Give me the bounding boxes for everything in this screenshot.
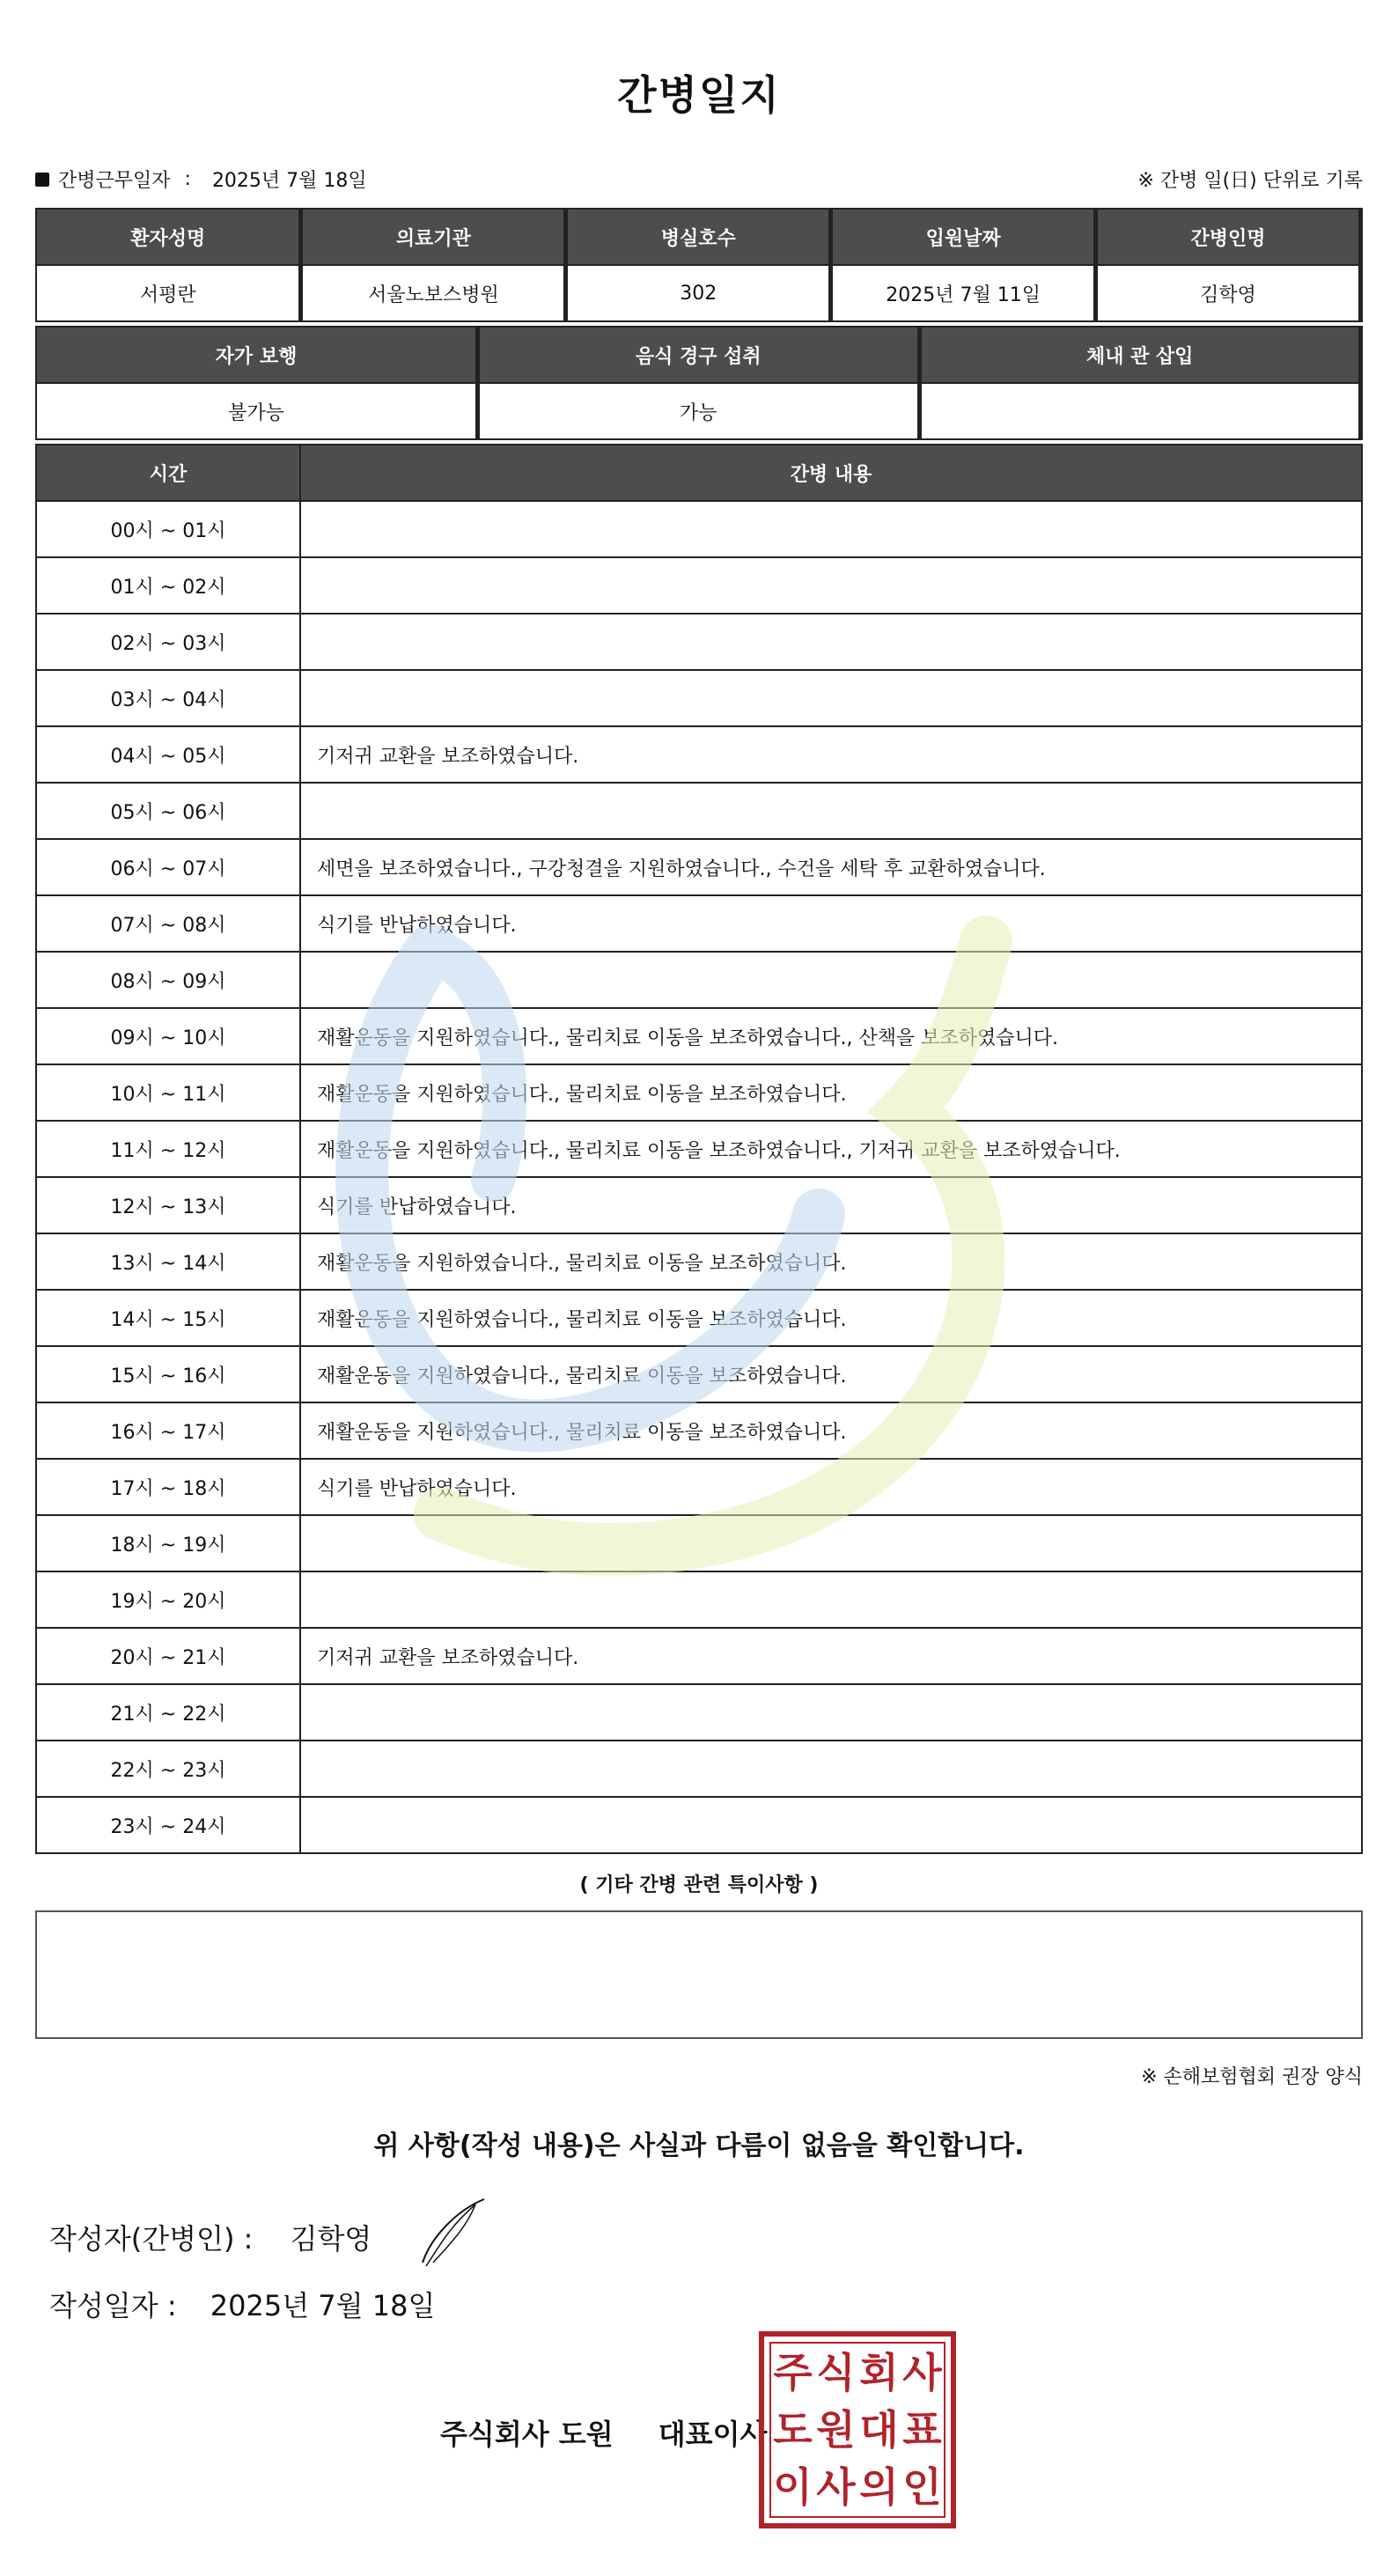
care-log-header-row <box>36 445 1362 501</box>
care-log-row <box>36 501 1362 557</box>
care-log-row <box>36 1515 1362 1571</box>
care-log-row <box>36 1571 1362 1628</box>
time-slot: 08시 ~ 09시 <box>36 952 300 1008</box>
care-content[interactable] <box>300 557 1362 614</box>
care-content[interactable] <box>300 670 1362 726</box>
time-slot: 07시 ~ 08시 <box>36 895 300 952</box>
care-content[interactable]: 재활운동을 지원하였습니다., 물리치료 이동을 보조하였습니다., 산책을 보조하였습니다. <box>300 1008 1362 1064</box>
care-content[interactable]: 재활운동을 지원하였습니다., 물리치료 이동을 보조하였습니다. <box>300 1290 1362 1346</box>
care-log-row <box>36 670 1362 726</box>
content-header: 간병 내용 <box>300 445 1362 501</box>
time-slot: 22시 ~ 23시 <box>36 1741 300 1797</box>
care-log-row <box>36 614 1362 670</box>
seal-character: 대 <box>859 2405 899 2454</box>
time-slot: 16시 ~ 17시 <box>36 1402 300 1459</box>
seal-character: 식 <box>816 2348 856 2396</box>
document-title: 간병일지 <box>617 71 781 119</box>
caregiver-name: 김학영 <box>1096 265 1361 321</box>
care-log-row <box>36 1346 1362 1402</box>
time-slot: 13시 ~ 14시 <box>36 1233 300 1290</box>
time-slot: 04시 ~ 05시 <box>36 726 300 783</box>
care-log-table <box>35 444 1363 1854</box>
care-content[interactable]: 세면을 보조하였습니다., 구강청결을 지원하였습니다., 수건을 세탁 후 교환하였습니다. <box>300 839 1362 895</box>
time-slot: 19시 ~ 20시 <box>36 1571 300 1628</box>
written-date-value: 2025년 7월 18일 <box>210 2289 436 2322</box>
seal-character: 사 <box>902 2348 942 2396</box>
time-slot: 12시 ~ 13시 <box>36 1177 300 1233</box>
care-log-row <box>36 1064 1362 1121</box>
patient-info-value-row <box>36 265 1361 321</box>
care-status-value-row <box>36 383 1361 439</box>
notes-title: ( 기타 간병 관련 특이사항 ) <box>579 1874 819 1896</box>
work-date <box>35 166 367 193</box>
time-slot: 14시 ~ 15시 <box>36 1290 300 1346</box>
care-content[interactable] <box>300 1684 1362 1741</box>
care-content[interactable]: 기저귀 교환을 보조하였습니다. <box>300 726 1362 783</box>
care-content[interactable] <box>300 783 1362 839</box>
care-content[interactable]: 재활운동을 지원하였습니다., 물리치료 이동을 보조하였습니다. <box>300 1064 1362 1121</box>
seal-character: 표 <box>902 2405 942 2454</box>
care-content[interactable]: 재활운동을 지원하였습니다., 물리치료 이동을 보조하였습니다. <box>300 1402 1362 1459</box>
time-slot: 03시 ~ 04시 <box>36 670 300 726</box>
care-log-row <box>36 1459 1362 1515</box>
care-content[interactable]: 식기를 반납하였습니다. <box>300 895 1362 952</box>
tube-insertion-header: 체내 관 삽입 <box>919 327 1361 383</box>
caregiver-name-header: 간병인명 <box>1096 209 1361 265</box>
seal-character: 인 <box>902 2463 942 2512</box>
care-content[interactable] <box>300 1515 1362 1571</box>
seal-character: 원 <box>816 2405 856 2454</box>
care-log-row <box>36 952 1362 1008</box>
room-number: 302 <box>566 265 831 321</box>
care-log-row <box>36 1797 1362 1853</box>
time-slot: 17시 ~ 18시 <box>36 1459 300 1515</box>
care-log-row <box>36 1177 1362 1233</box>
seal-character: 회 <box>859 2348 899 2396</box>
care-content[interactable]: 식기를 반납하였습니다. <box>300 1459 1362 1515</box>
care-log-body <box>36 501 1362 1853</box>
meta-row <box>35 166 1363 192</box>
care-log-row <box>36 726 1362 783</box>
bullet-square-icon <box>35 173 49 187</box>
care-status-header-row <box>36 327 1361 383</box>
time-slot: 15시 ~ 16시 <box>36 1346 300 1402</box>
time-slot: 18시 ~ 19시 <box>36 1515 300 1571</box>
admission-date: 2025년 7월 11일 <box>831 265 1096 321</box>
time-slot: 02시 ~ 03시 <box>36 614 300 670</box>
written-date-line <box>49 2284 435 2324</box>
time-slot: 23시 ~ 24시 <box>36 1797 300 1853</box>
writer-line <box>49 2217 372 2257</box>
care-log-row <box>36 1684 1362 1741</box>
time-slot: 11시 ~ 12시 <box>36 1121 300 1177</box>
care-log-row <box>36 557 1362 614</box>
care-content[interactable] <box>300 952 1362 1008</box>
work-date-label: 간병근무일자 <box>58 170 171 192</box>
care-content[interactable] <box>300 614 1362 670</box>
unit-note: ※ 간병 일(日) 단위로 기록 <box>1137 170 1363 192</box>
care-log-row <box>36 1402 1362 1459</box>
confirmation-statement: 위 사항(작성 내용)은 사실과 다름이 없음을 확인합니다. <box>373 2131 1025 2161</box>
care-log-row <box>36 1628 1362 1684</box>
admission-date-header: 입원날짜 <box>831 209 1096 265</box>
oral-intake-header: 음식 경구 섭취 <box>478 327 920 383</box>
care-log-row <box>36 1290 1362 1346</box>
care-status-table <box>35 326 1363 440</box>
time-slot: 10시 ~ 11시 <box>36 1064 300 1121</box>
time-slot: 21시 ~ 22시 <box>36 1684 300 1741</box>
tube-insertion-value <box>919 383 1361 439</box>
self-walking-header: 자가 보행 <box>36 327 478 383</box>
company-seal <box>759 2331 956 2528</box>
company-rep-title: 대표이사 <box>658 2418 768 2451</box>
oral-intake-value: 가능 <box>478 383 920 439</box>
care-content[interactable]: 재활운동을 지원하였습니다., 물리치료 이동을 보조하였습니다., 기저귀 교환을 보조하였습니다. <box>300 1121 1362 1177</box>
time-slot: 09시 ~ 10시 <box>36 1008 300 1064</box>
room-header: 병실호수 <box>566 209 831 265</box>
seal-character: 도 <box>773 2405 813 2454</box>
patient-name-header: 환자성명 <box>36 209 301 265</box>
seal-character: 의 <box>859 2463 899 2512</box>
hospital-name: 서울노보스병원 <box>301 265 566 321</box>
care-content[interactable] <box>300 1571 1362 1628</box>
care-content[interactable] <box>300 1797 1362 1853</box>
care-content[interactable]: 기저귀 교환을 보조하였습니다. <box>300 1628 1362 1684</box>
seal-character: 이 <box>773 2463 813 2512</box>
seal-character: 주 <box>773 2348 813 2396</box>
patient-info-header-row <box>36 209 1361 265</box>
patient-name: 서평란 <box>36 265 301 321</box>
hospital-header: 의료기관 <box>301 209 566 265</box>
seal-character: 사 <box>816 2463 856 2512</box>
signature-image <box>414 2192 493 2271</box>
work-date-value: 2025년 7월 18일 <box>211 170 367 192</box>
company-line <box>440 2412 767 2453</box>
care-log-row <box>36 783 1362 839</box>
care-log-row <box>36 1233 1362 1290</box>
care-content[interactable]: 재활운동을 지원하였습니다., 물리치료 이동을 보조하였습니다. <box>300 1346 1362 1402</box>
care-log-row <box>36 1741 1362 1797</box>
self-walking-value: 불가능 <box>36 383 478 439</box>
care-content[interactable] <box>300 1741 1362 1797</box>
time-slot: 20시 ~ 21시 <box>36 1628 300 1684</box>
care-log-row <box>36 839 1362 895</box>
care-content[interactable]: 식기를 반납하였습니다. <box>300 1177 1362 1233</box>
time-slot: 06시 ~ 07시 <box>36 839 300 895</box>
seal-grid <box>769 2342 945 2518</box>
time-slot: 01시 ~ 02시 <box>36 557 300 614</box>
special-notes-box[interactable] <box>35 1910 1363 2039</box>
care-content[interactable] <box>300 501 1362 557</box>
writer-label: 작성자(간병인) : <box>49 2222 254 2256</box>
patient-info-table <box>35 208 1363 322</box>
form-footnote: ※ 손해보험협회 권장 양식 <box>1141 2066 1363 2088</box>
written-date-label: 작성일자 : <box>49 2289 177 2322</box>
care-log-row <box>36 895 1362 952</box>
care-content[interactable]: 재활운동을 지원하였습니다., 물리치료 이동을 보조하였습니다. <box>300 1233 1362 1290</box>
writer-name: 김학영 <box>290 2222 372 2256</box>
company-name: 주식회사 도원 <box>440 2418 614 2451</box>
care-log-row <box>36 1008 1362 1064</box>
time-slot: 00시 ~ 01시 <box>36 501 300 557</box>
care-log-row <box>36 1121 1362 1177</box>
work-date-colon: : <box>184 168 191 190</box>
time-slot: 05시 ~ 06시 <box>36 783 300 839</box>
time-header: 시간 <box>36 445 300 501</box>
